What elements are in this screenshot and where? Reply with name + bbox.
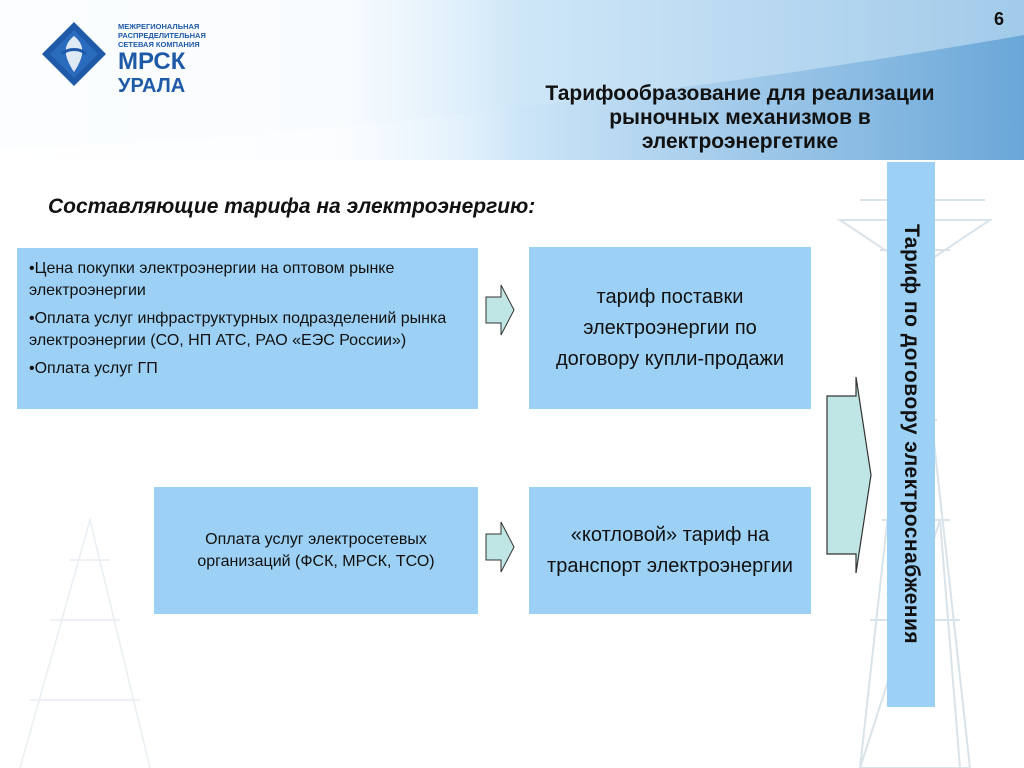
brand-logo <box>34 14 254 100</box>
total-tariff-text: Тариф по договору электроснабжения <box>900 224 923 645</box>
logo-small-line-1: МЕЖРЕГИОНАЛЬНАЯ <box>118 22 200 31</box>
component-item-3: •Оплата услуг ГП <box>29 360 158 377</box>
supply-tariff-box <box>529 247 811 409</box>
slide-title-line-3: электроэнергетике <box>641 130 839 153</box>
transport-tariff-box <box>529 487 811 614</box>
slide-subtitle: Составляющие тарифа на электроэнергию: <box>48 195 536 218</box>
transport-tariff-text: «котловой» тариф на транспорт электроэнергии <box>547 523 793 577</box>
brand-logo-icon <box>34 14 254 100</box>
supply-tariff-text: тариф поставки электроэнергии по договору купли-продажи <box>555 285 785 370</box>
small-right-arrow-icon <box>485 520 515 574</box>
components-list <box>29 258 466 380</box>
slide-title-line-2: рыночных механизмов в <box>609 106 871 129</box>
page-number: 6 <box>993 9 1004 29</box>
component-item-1: •Цена покупки электроэнергии на оптовом рынке электроэнергии <box>29 260 395 299</box>
network-services-text: Оплата услуг электросетевых организаций (ФСК, МРСК, ТСО) <box>197 530 435 570</box>
network-services-box <box>154 487 478 614</box>
logo-brand-top: МРСК <box>118 48 186 75</box>
large-right-arrow-icon <box>826 376 872 574</box>
slide-title-line-1: Тарифообразование для реализации <box>545 82 935 105</box>
small-right-arrow-icon <box>485 283 515 337</box>
logo-small-line-3: СЕТЕВАЯ КОМПАНИЯ <box>118 40 200 49</box>
component-item-2: •Оплата услуг инфраструктурных подразделений рынка электроэнергии (СО, НП АТС, РАО «ЕЭС России») <box>29 310 447 349</box>
components-box <box>17 248 478 409</box>
total-tariff-column <box>887 162 935 707</box>
logo-brand-bottom: УРАЛА <box>118 75 186 97</box>
logo-small-line-2: РАСПРЕДЕЛИТЕЛЬНАЯ <box>118 31 206 40</box>
slide-title <box>495 82 985 154</box>
